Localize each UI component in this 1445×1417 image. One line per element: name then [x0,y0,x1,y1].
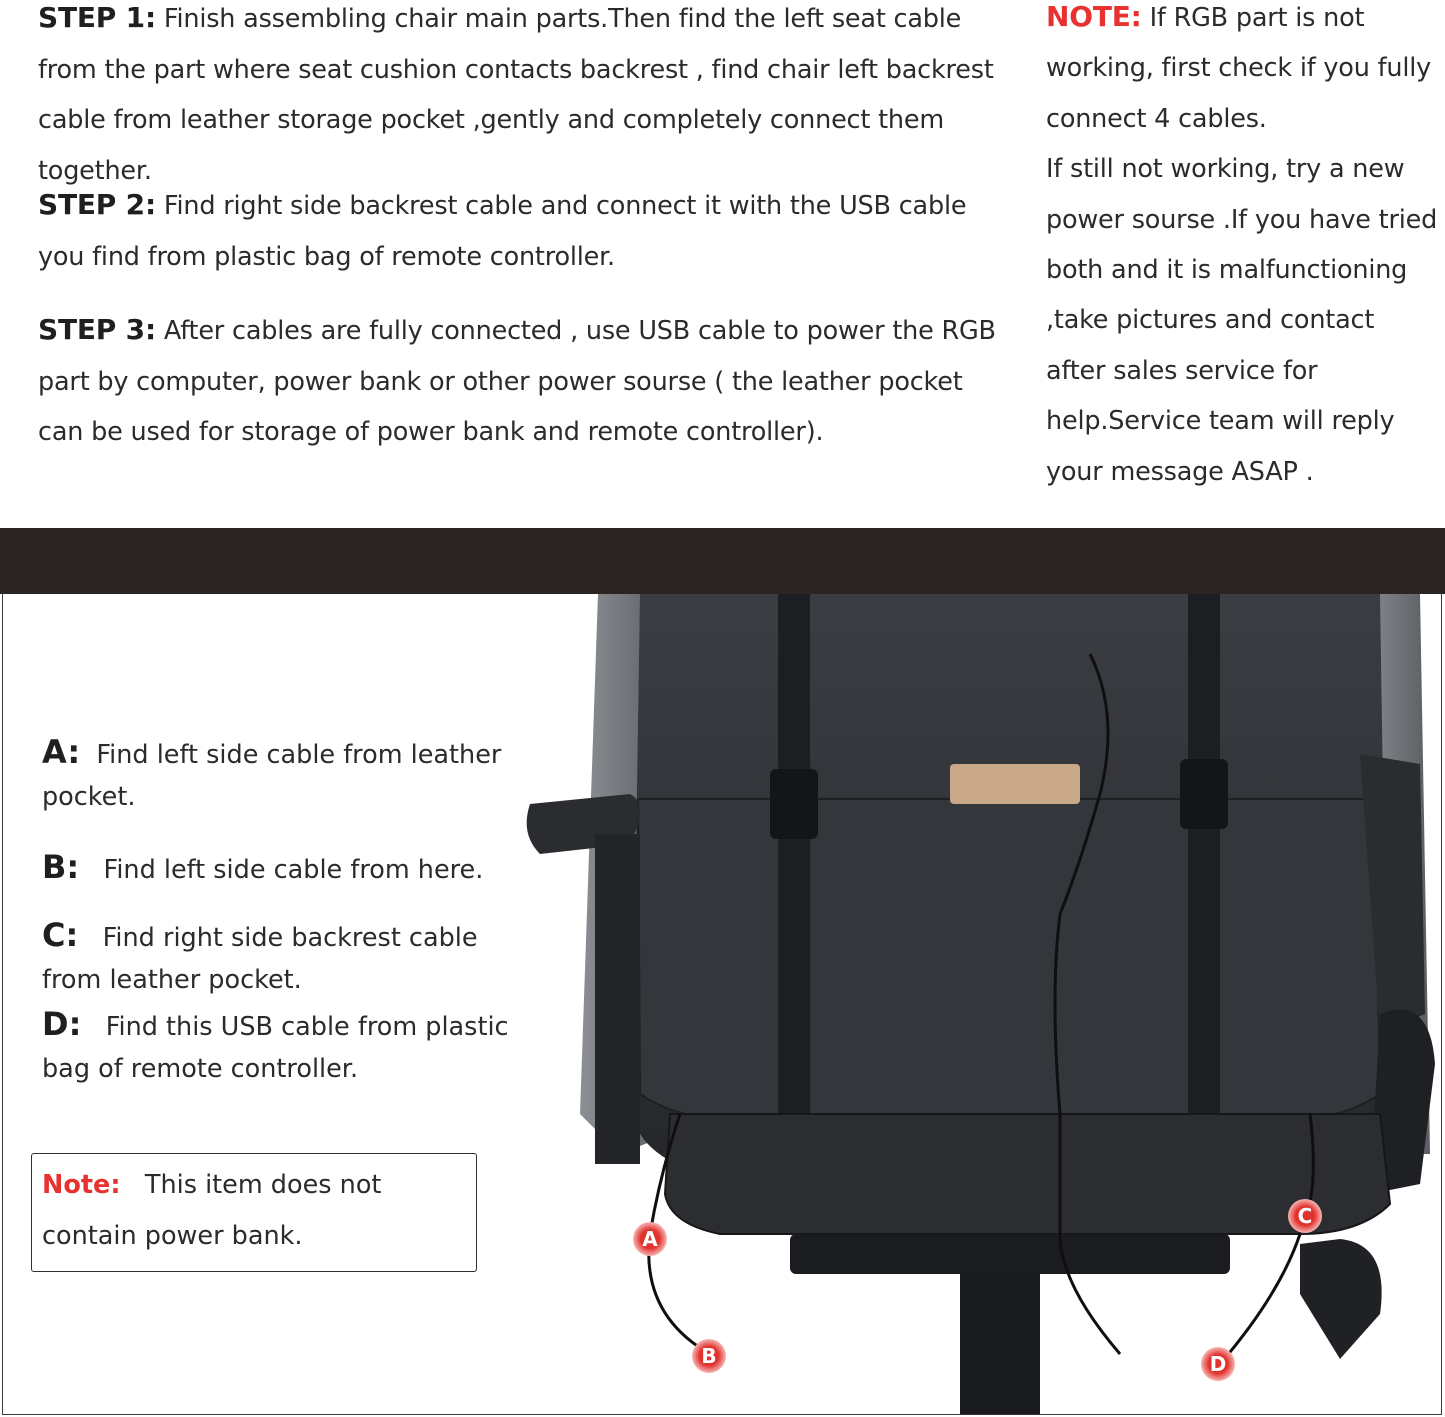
note-label: NOTE: [1046,0,1142,33]
power-bank-note-label: Note: [42,1170,121,1200]
item-b-key: B: [42,848,80,886]
callout-c-text: C [1297,1204,1313,1228]
seat-cushion [665,1114,1390,1234]
buckle-right [1180,759,1228,829]
armrest-left-post [595,834,640,1164]
callout-b-text: B [701,1344,717,1368]
callout-a-text: A [642,1227,658,1251]
item-a-text: Find left side cable from leather pocket. [42,740,502,812]
chair-photo [520,594,1440,1414]
item-c [42,915,512,1001]
seat-base [790,1234,1230,1274]
item-b [42,847,512,892]
callout-d-text: D [1209,1352,1227,1376]
item-c-key: C: [42,916,79,954]
step-1-text: Finish assembling chair main parts.Then find the left seat cable from the part where seat cushion contacts backrest , find chair left backrest cable from leather storage pocket ,gently and completely connect them together. [38,4,994,186]
step-2-text: Find right side backrest cable and connect it with the USB cable you find from plastic bag of remote controller. [38,191,967,272]
gas-lift [960,1274,1040,1414]
strap-left [778,594,810,1154]
note-block [1046,0,1441,497]
step-1-label: STEP 1: [38,1,156,34]
buckle-left [770,769,818,839]
callout-c-badge [1288,1199,1322,1233]
power-bank [950,764,1080,804]
section-divider-band [0,528,1445,594]
leather-pocket [638,799,1380,1119]
step-1 [38,0,998,196]
item-a [42,732,512,818]
note-text: If RGB part is not working, first check if you fully connect 4 cables. [1046,3,1431,134]
note-text-2: If still not working, try a new power sourse .If you have tried both and it is malfunctioning ,take pictures and contact after sales service for help.Service team will reply your message ASAP . [1046,154,1438,487]
power-bank-note-box [31,1153,477,1272]
item-d-key: D: [42,1005,82,1043]
step-3-label: STEP 3: [38,313,156,346]
item-d [42,1004,512,1090]
power-bank-note-text: This item does not contain power bank. [42,1170,382,1251]
step-3-text: After cables are fully connected , use USB cable to power the RGB part by computer, power bank or other power sourse ( the leather pocket can be used for storage of power bank and remote controller). [38,316,996,447]
callout-a-badge [633,1222,667,1256]
step-2-label: STEP 2: [38,188,156,221]
tilt-knob [1300,1239,1382,1359]
callout-b-badge [692,1339,726,1373]
step-3 [38,305,998,458]
strap-right [1188,594,1220,1114]
item-b-text: Find left side cable from here. [103,855,484,885]
item-a-key: A: [42,733,81,771]
callout-d-badge [1201,1347,1235,1381]
item-c-text: Find right side backrest cable from leather pocket. [42,923,478,995]
step-2 [38,180,998,282]
item-d-text: Find this USB cable from plastic bag of remote controller. [42,1012,509,1084]
